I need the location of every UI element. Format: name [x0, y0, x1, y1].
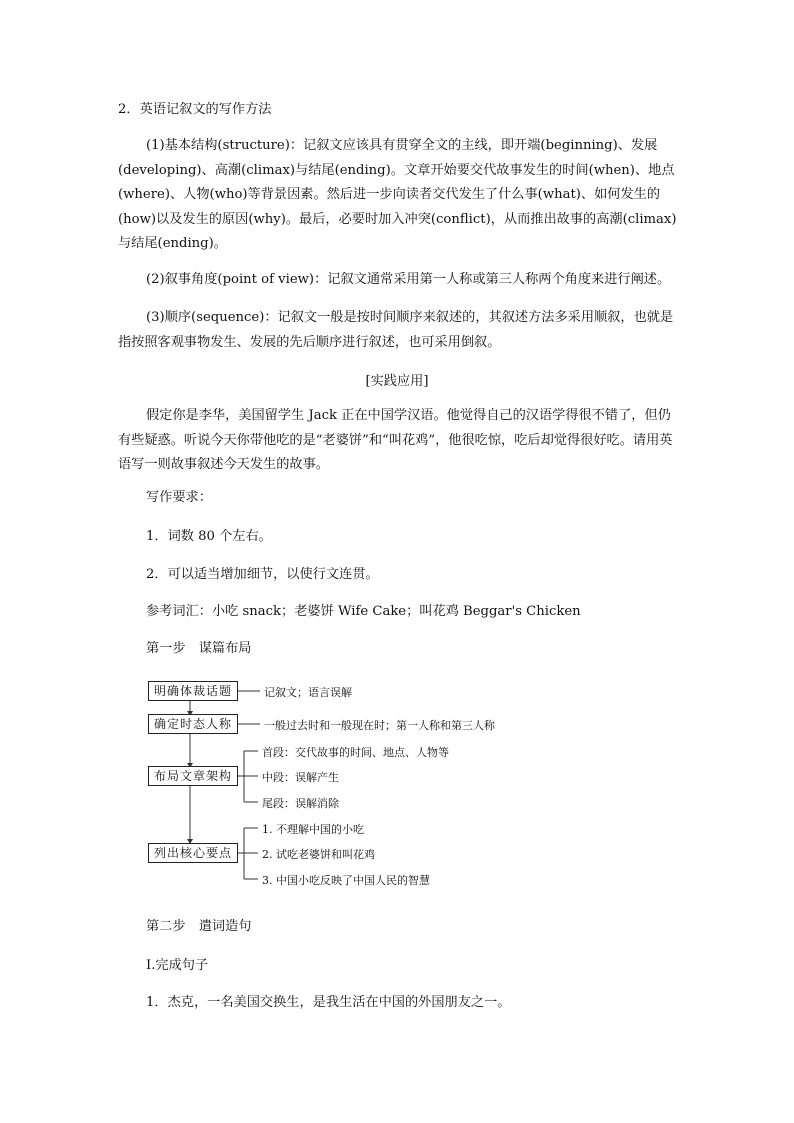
outline-diagram — [148, 676, 548, 892]
section-title: 2．英语记叙文的写作方法 — [118, 102, 272, 117]
diagram-tense-label: 一般过去时和一般现在时；第一人称和第三人称 — [264, 719, 495, 732]
paragraph-sequence: (3)顺序(sequence)：记叙文一般是按时间顺序来叙述的，其叙述方法多采用顺叙，也就是指按照客观事物发生、发展的先后顺序进行叙述，也可采用倒叙。 — [118, 310, 674, 350]
diagram-box: 明确体裁话题 — [148, 681, 238, 701]
key-point-item: 1. 不理解中国的小吃 — [262, 823, 364, 836]
diagram-genre-label: 记叙文；语言误解 — [264, 686, 352, 699]
complete-sentences-heading: Ⅰ.完成句子 — [146, 958, 209, 973]
paragraph-structure: (1)基本结构(structure)：记叙文应该具有贯穿全文的主线，即开端(beginning)、发展(developing)、高潮(climax)与结尾(ending)。文章开始要交代故事发生的时间(when)、地点(where)、人物(who)等背景因素。然后进一步向读者交代发生了什么事(what)、如何发生的(how)以及发生的原因(why)。最后，必要时加入冲突(conflict)，从而推出故事的高潮(climax)与结尾(ending)。 — [118, 138, 677, 251]
key-point-item: 2. 试吃老婆饼和叫花鸡 — [262, 848, 375, 861]
sentence-item: 1．杰克，一名美国交换生，是我生活在中国的外国朋友之一。 — [146, 995, 511, 1010]
structure-item: 中段：误解产生 — [262, 771, 339, 784]
diagram-box: 列出核心要点 — [148, 843, 238, 863]
diagram-box: 确定时态人称 — [148, 714, 238, 734]
paragraph-point-of-view: (2)叙事角度(point of view)：记叙文通常采用第一人称或第三人称两个角度来进行阐述。 — [146, 272, 671, 287]
key-point-item: 3. 中国小吃反映了中国人民的智慧 — [262, 874, 430, 887]
structure-item: 尾段：误解消除 — [262, 797, 339, 810]
vocab-line: 参考词汇：小吃 snack；老婆饼 Wife Cake；叫花鸡 Beggar's Chicken — [146, 604, 581, 619]
structure-item: 首段：交代故事的时间、地点、人物等 — [262, 746, 449, 759]
step1-heading: 第一步 谋篇布局 — [146, 641, 252, 656]
diagram-box: 布局文章架构 — [148, 766, 238, 786]
practice-heading: [实践应用] — [365, 374, 429, 389]
practice-paragraph: 假定你是李华，美国留学生 Jack 正在中国学汉语。他觉得自己的汉语学得很不错了，但仍有些疑惑。听说今天你带他吃的是“老婆饼”和“叫花鸡”，他很吃惊，吃后却觉得很好吃。请用英语写一则故事叙述今天发生的故事。 — [118, 408, 673, 472]
requirements-title: 写作要求： — [146, 490, 212, 505]
step2-heading: 第二步 遣词造句 — [146, 919, 252, 934]
requirement-item: 1．词数 80 个左右。 — [146, 529, 272, 544]
requirement-item: 2．可以适当增加细节，以使行文连贯。 — [146, 567, 379, 582]
